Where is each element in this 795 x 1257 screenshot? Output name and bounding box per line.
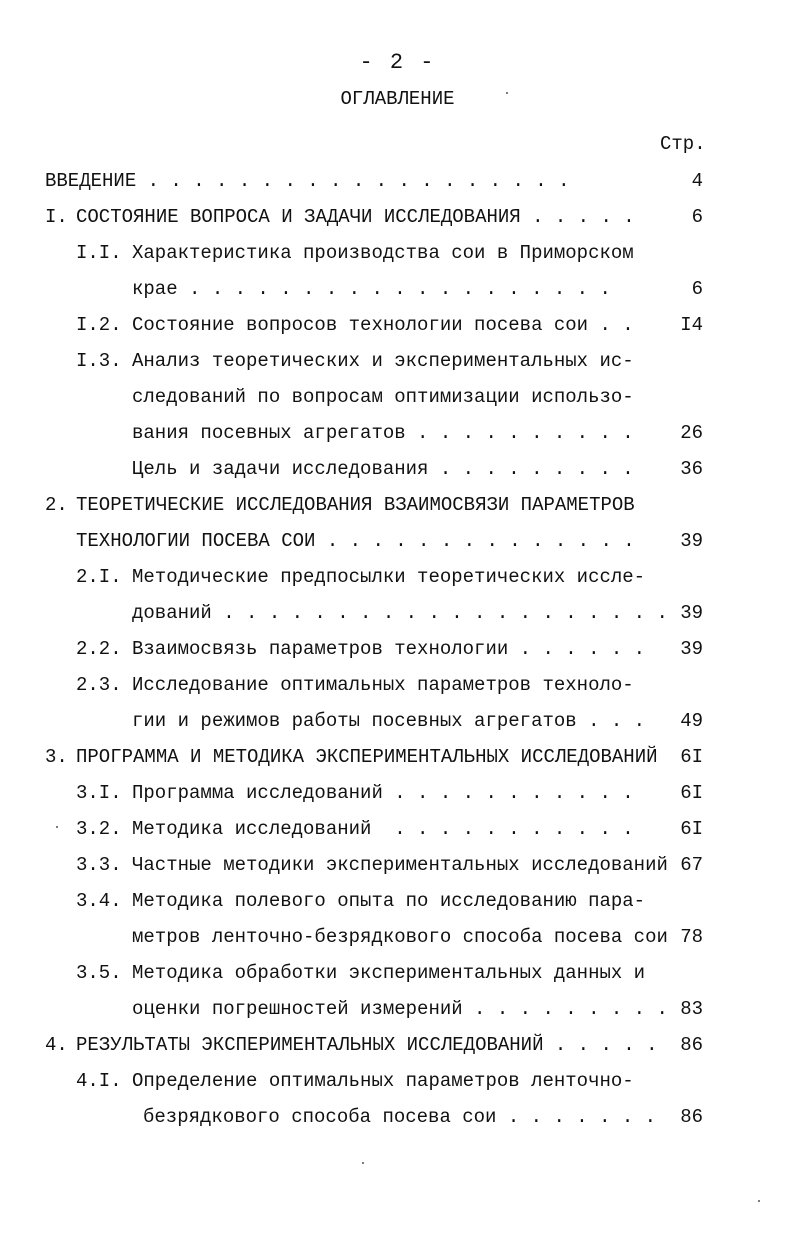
toc-entry-text: Взаимосвязь параметров технологии . . . . . . — [132, 638, 646, 660]
toc-entry-page: 86 — [680, 1034, 703, 1056]
toc-entry-page: 6I — [680, 746, 703, 768]
toc-entry-text: Частные методики экспериментальных исследований — [132, 854, 668, 876]
toc-entry-number: I.3. — [76, 350, 122, 372]
toc-entry-text: Определение оптимальных параметров ленточно- — [132, 1070, 634, 1092]
toc-entry-number: 2.I. — [76, 566, 122, 588]
toc-entry-text: Методика полевого опыта по исследованию пара- — [132, 890, 646, 912]
toc-entry-number: 3.I. — [76, 782, 122, 804]
toc-entry-text: РЕЗУЛЬТАТЫ ЭКСПЕРИМЕНТАЛЬНЫХ ИССЛЕДОВАНИЙ . . . . . — [76, 1034, 658, 1056]
scan-speck — [362, 1162, 364, 1164]
toc-entry-page: 83 — [680, 998, 703, 1020]
toc-entry-page: 6 — [691, 206, 703, 228]
page-number: - 2 - — [359, 50, 436, 75]
toc-entry-text: СОСТОЯНИЕ ВОПРОСА И ЗАДАЧИ ИССЛЕДОВАНИЯ . . . . . — [76, 206, 635, 228]
toc-entry-number: 3.4. — [76, 890, 122, 912]
toc-entry-page: 26 — [680, 422, 703, 444]
toc-entry-page: 39 — [680, 530, 703, 552]
toc-entry-number: 2.3. — [76, 674, 122, 696]
toc-entry-number: 3.3. — [76, 854, 122, 876]
toc-entry-text: Исследование оптимальных параметров техноло- — [132, 674, 634, 696]
toc-entry-number: 4.I. — [76, 1070, 122, 1092]
toc-entry-page: 39 — [680, 602, 703, 624]
toc-entry-page: 6 — [691, 278, 703, 300]
toc-entry-page: I4 — [680, 314, 703, 336]
toc-entry-text: Программа исследований . . . . . . . . . . . — [132, 782, 634, 804]
toc-entry-page: 49 — [680, 710, 703, 732]
toc-entry-text: крае . . . . . . . . . . . . . . . . . . . — [132, 278, 611, 300]
toc-entry-text: Цель и задачи исследования . . . . . . . . . — [132, 458, 634, 480]
toc-title: ОГЛАВЛЕНИЕ — [340, 88, 455, 110]
toc-entry-text: ВВЕДЕНИЕ . . . . . . . . . . . . . . . . . . . — [45, 170, 570, 192]
toc-entry-text: Характеристика производства сои в Приморском — [132, 242, 634, 264]
toc-entry-number: I.2. — [76, 314, 122, 336]
toc-entry-text: ПРОГРАММА И МЕТОДИКА ЭКСПЕРИМЕНТАЛЬНЫХ ИССЛЕДОВАНИЙ — [76, 746, 658, 768]
toc-entry-text: Состояние вопросов технологии посева сои . . — [132, 314, 634, 336]
toc-entry-page: 4 — [691, 170, 703, 192]
toc-entry-text: Методика обработки экспериментальных данных и — [132, 962, 646, 984]
toc-entry-page: 6I — [680, 782, 703, 804]
toc-entry-text: Методические предпосылки теоретических иссле- — [132, 566, 646, 588]
toc-entry-page: 6I — [680, 818, 703, 840]
toc-entry-text: метров ленточно-безрядкового способа посева сои — [132, 926, 668, 948]
toc-entry-text: дований . . . . . . . . . . . . . . . . . . . . — [132, 602, 668, 624]
toc-entry-text: следований по вопросам оптимизации использо- — [132, 386, 634, 408]
toc-entry-number: 3.5. — [76, 962, 122, 984]
toc-entry-page: 67 — [680, 854, 703, 876]
toc-entry-page: 78 — [680, 926, 703, 948]
scan-speck — [56, 826, 58, 828]
page-column-header: Стр. — [660, 133, 706, 155]
toc-entry-number: I. — [45, 206, 68, 228]
toc-entry-text: ТЕХНОЛОГИИ ПОСЕВА СОИ . . . . . . . . . . . . . . — [76, 530, 635, 552]
toc-entry-number: 4. — [45, 1034, 68, 1056]
toc-entry-text: безрядкового способа посева сои . . . . . . . — [143, 1106, 657, 1128]
toc-entry-number: 3.2. — [76, 818, 122, 840]
toc-entry-text: Методика исследований . . . . . . . . . . . — [132, 818, 634, 840]
toc-entry-text: Анализ теоретических и экспериментальных ис- — [132, 350, 634, 372]
toc-entry-text: оценки погрешностей измерений . . . . . . . . . — [132, 998, 668, 1020]
toc-entry-text: вания посевных агрегатов . . . . . . . . . . — [132, 422, 634, 444]
toc-entry-page: 36 — [680, 458, 703, 480]
toc-entry-number: 2.2. — [76, 638, 122, 660]
scan-speck — [758, 1200, 760, 1202]
toc-entry-page: 39 — [680, 638, 703, 660]
toc-entry-number: 3. — [45, 746, 68, 768]
toc-entry-text: гии и режимов работы посевных агрегатов . . . — [132, 710, 646, 732]
toc-entry-text: ТЕОРЕТИЧЕСКИЕ ИССЛЕДОВАНИЯ ВЗАИМОСВЯЗИ ПАРАМЕТРОВ — [76, 494, 635, 516]
toc-entry-page: 86 — [680, 1106, 703, 1128]
toc-entry-number: I.I. — [76, 242, 122, 264]
toc-entry-number: 2. — [45, 494, 68, 516]
scan-speck — [506, 92, 508, 94]
